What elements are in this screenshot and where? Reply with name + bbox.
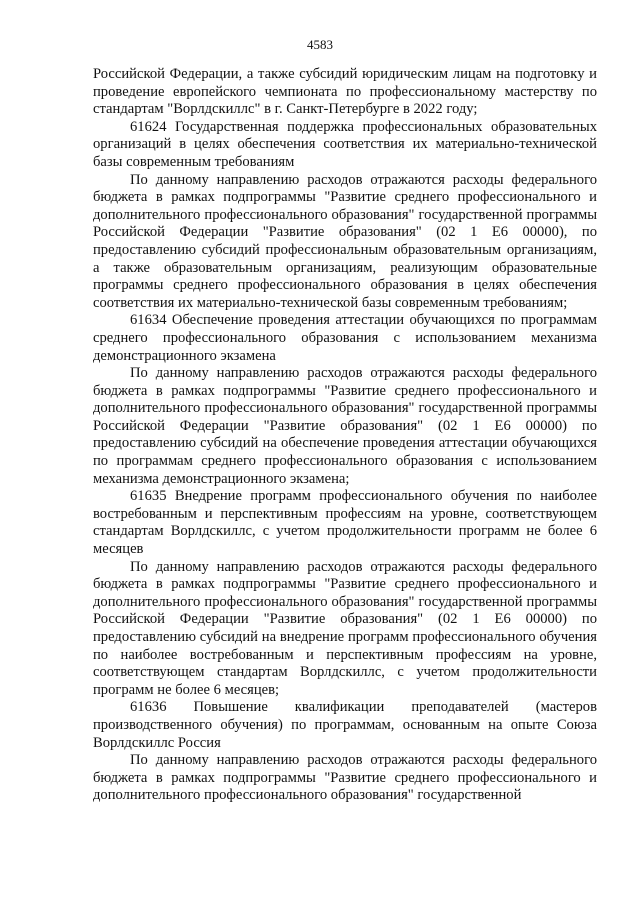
page-number: 4583	[307, 37, 333, 52]
paragraph-61635-heading: 61635 Внедрение программ профессионального обучения по наиболее востребованным и перспективным профессиям на уровне, соответствующем стандартам Ворлдскиллс, с учетом продолжительности программ не более 6 месяцев	[93, 488, 597, 558]
paragraph-61624-heading: 61624 Государственная поддержка профессиональных образовательных организаций в целях обеспечения соответствия их материально-технической базы современным требованиям	[93, 118, 597, 170]
paragraph-61624-description: По данному направлению расходов отражаются расходы федерального бюджета в рамках подпрограммы "Развитие среднего профессионального и дополнительного профессионального образования" государственной программы Российской Федерации "Развитие образования" (02 1 Е6 00000), по предоставлению субсидий профессиональным образовательным организациям, а также образовательным организациям, реализующим образовательные программы среднего профессионального образования в целях обеспечения соответствия их материально-технической базы современным требованиям;	[93, 171, 597, 311]
paragraph-61634-description: По данному направлению расходов отражаются расходы федерального бюджета в рамках подпрограммы "Развитие среднего профессионального и дополнительного профессионального образования" государственной программы Российской Федерации "Развитие образования" (02 1 Е6 00000) по предоставлению субсидий на обеспечение проведения аттестации обучающихся по программам среднего профессионального образования с использованием механизма демонстрационного экзамена;	[93, 365, 597, 487]
paragraph-continuation: Российской Федерации, а также субсидий юридическим лицам на подготовку и проведение европейского чемпионата по профессиональному мастерству по стандартам "Ворлдскиллс" в г. Санкт-Петербурге в 2022 году;	[93, 66, 597, 118]
paragraph-61634-heading: 61634 Обеспечение проведения аттестации обучающихся по программам среднего профессионального образования с использованием механизма демонстрационного экзамена	[93, 312, 597, 364]
paragraph-61636-description: По данному направлению расходов отражаются расходы федерального бюджета в рамках подпрограммы "Развитие среднего профессионального и дополнительного профессионального образования" государственной	[93, 752, 597, 804]
paragraph-61635-description: По данному направлению расходов отражаются расходы федерального бюджета в рамках подпрограммы "Развитие среднего профессионального и дополнительного профессионального образования" государственной программы Российской Федерации "Развитие образования" (02 1 Е6 00000) по предоставлению субсидий на внедрение программ профессионального обучения по наиболее востребованным и перспективным профессиям на уровне, соответствующем стандартам Ворлдскиллс, с учетом продолжительности программ не более 6 месяцев;	[93, 558, 597, 698]
paragraph-61636-heading: 61636 Повышение квалификации преподавателей (мастеров производственного обучения) по программам, основанным на опыте Союза Ворлдскиллс Россия	[93, 699, 597, 751]
document-body	[93, 66, 597, 805]
